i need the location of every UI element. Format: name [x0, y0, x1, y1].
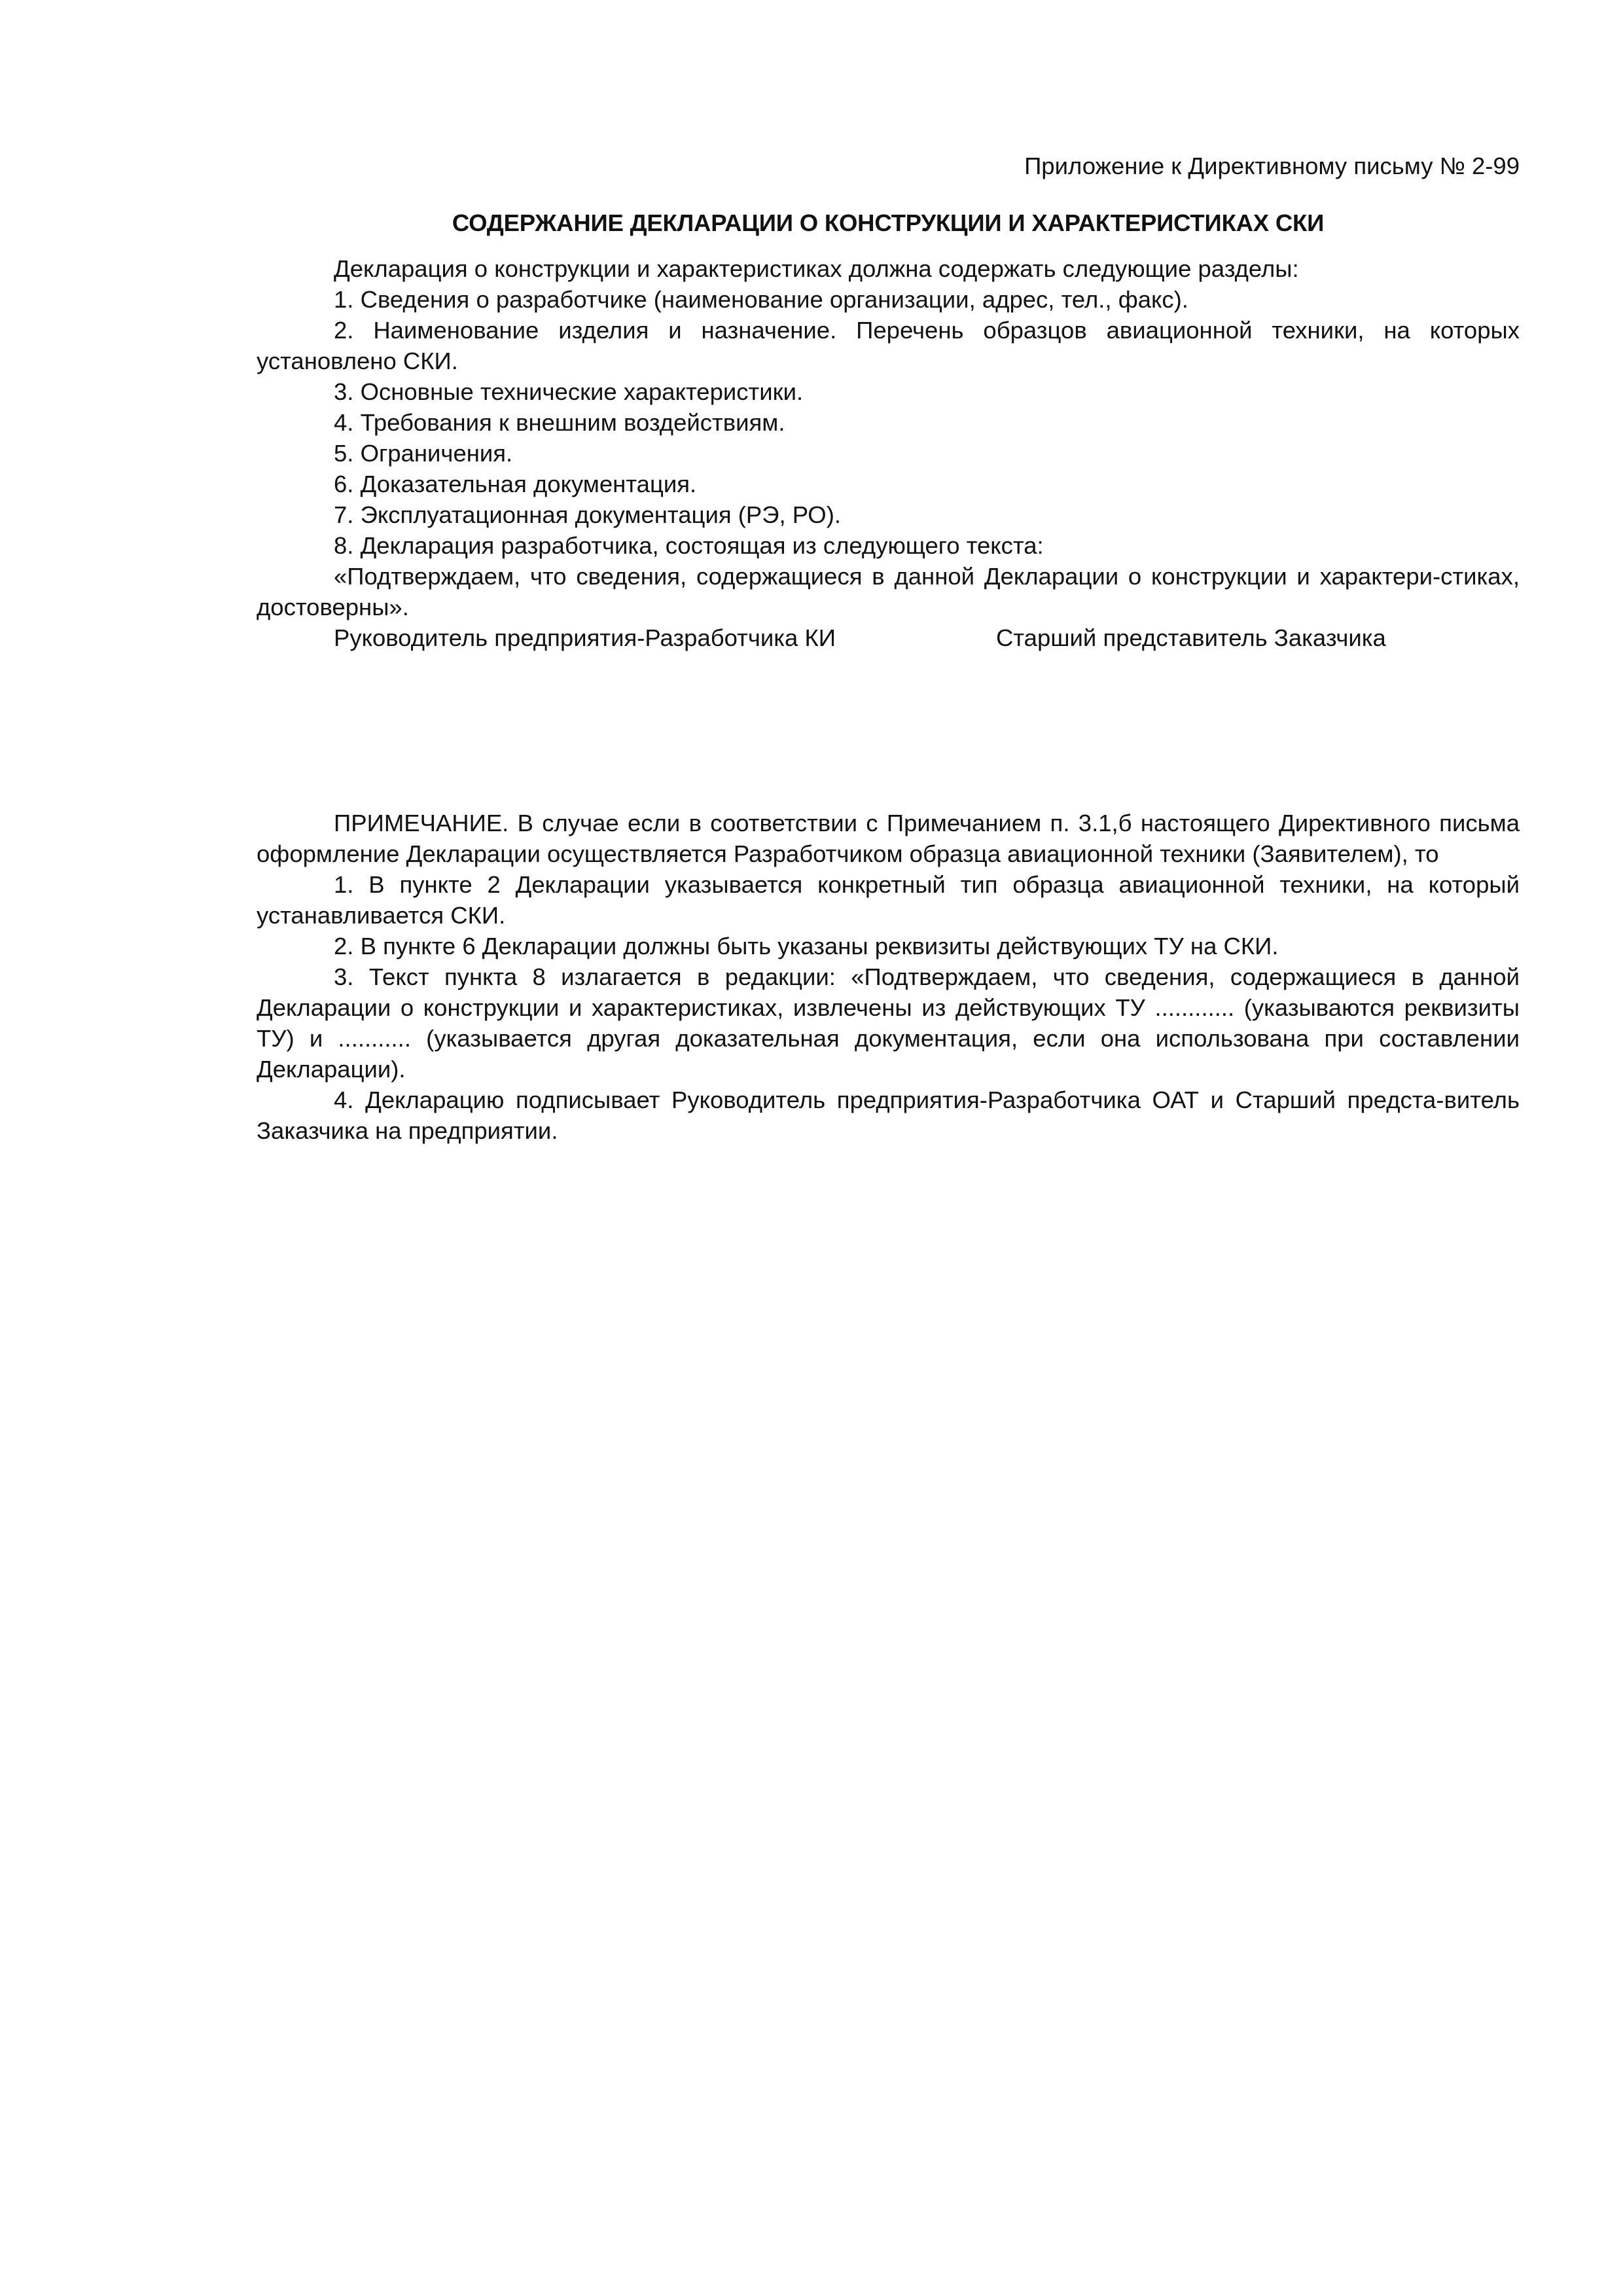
declaration-intro: Декларация о конструкции и характеристиках должна содержать следующие разделы: [334, 255, 1299, 282]
note-item-3: 3. Текст пункта 8 излагается в редакции: «Подтверждаем, что сведения, содержащиеся в данной Декларации о конструкции и характеристиках, извлечены из действующих ТУ ............ (указываются реквизиты ТУ) и ........... (указывается другая доказательная документация, если она использована при составлении Декларации). [257, 963, 1520, 1083]
declaration-quote: «Подтверждаем, что сведения, содержащиеся в данной Декларации о конструкции и характери-стиках, достоверны». [257, 563, 1520, 620]
signature-block [257, 622, 1520, 653]
declaration-item-1: 1. Сведения о разработчике (наименование организации, адрес, тел., факс). [334, 286, 1188, 313]
document-content [257, 151, 1520, 1146]
note-item-2: 2. В пункте 6 Декларации должны быть указаны реквизиты действующих ТУ на СКИ. [334, 933, 1279, 960]
appendix-reference: Приложение к Директивному письму № 2-99 [1024, 152, 1520, 179]
declaration-item-2: 2. Наименование изделия и назначение. Перечень образцов авиационной техники, на которых установлено СКИ. [257, 317, 1520, 374]
signature-customer-representative: Старший представитель Заказчика [996, 624, 1386, 651]
note-item-4: 4. Декларацию подписывает Руководитель предприятия-Разработчика ОАТ и Старший предста-витель Заказчика на предприятии. [257, 1086, 1520, 1144]
signature-space [257, 653, 1520, 808]
declaration-item-7: 7. Эксплуатационная документация (РЭ, РО). [334, 501, 841, 528]
declaration-sections [257, 253, 1520, 622]
declaration-item-6: 6. Доказательная документация. [334, 471, 697, 497]
declaration-item-5: 5. Ограничения. [334, 440, 513, 467]
declaration-item-4: 4. Требования к внешним воздействиям. [334, 409, 785, 436]
document-title: СОДЕРЖАНИЕ ДЕКЛАРАЦИИ О КОНСТРУКЦИИ И ХАРАКТЕРИСТИКАХ СКИ [452, 209, 1325, 236]
declaration-item-8: 8. Декларация разработчика, состоящая из следующего текста: [334, 532, 1044, 559]
note-section [257, 808, 1520, 1146]
note-intro: ПРИМЕЧАНИЕ. В случае если в соответствии с Примечанием п. 3.1,б настоящего Директивного письма оформление Декларации осуществляется Разработчиком образца авиационной техники (Заявителем), то [257, 810, 1520, 867]
signature-developer-head: Руководитель предприятия-Разработчика КИ [334, 624, 836, 651]
note-item-1: 1. В пункте 2 Декларации указывается конкретный тип образца авиационной техники, на который устанавливается СКИ. [257, 871, 1520, 929]
declaration-item-3: 3. Основные технические характеристики. [334, 378, 804, 405]
